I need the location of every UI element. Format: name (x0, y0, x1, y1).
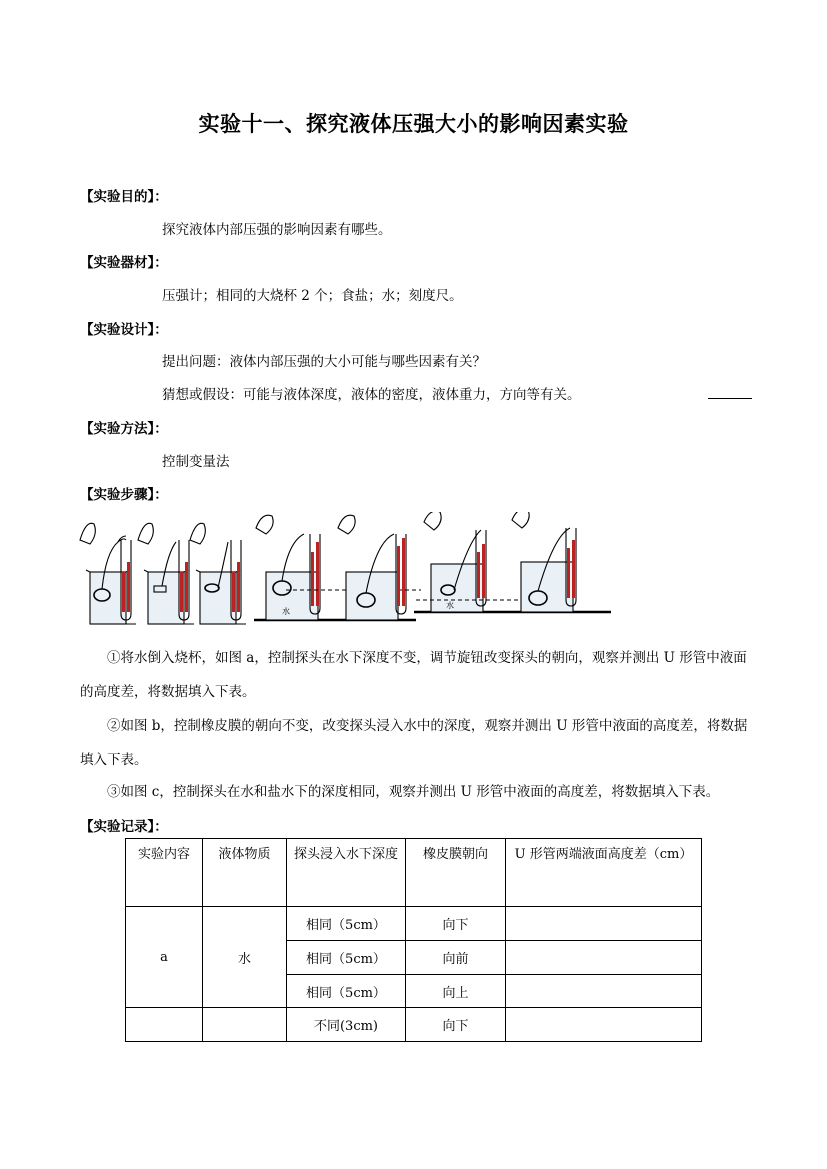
design-question: 提出问题：液体内部压强的大小可能与哪些因素有关？ (162, 354, 486, 370)
table-row (126, 1008, 702, 1042)
fill-blank-line (708, 398, 752, 399)
purpose-text: 探究液体内部压强的影响因素有哪些。 (162, 222, 392, 238)
manometer-b2 (396, 534, 406, 614)
header-height-diff: U 形管两端液面高度差（cm） (506, 839, 702, 907)
materials-heading: 【实验器材】： (80, 255, 168, 271)
table-header-row (126, 839, 702, 907)
cell-direction: 向下 (406, 1008, 506, 1042)
cell-content-a: a (126, 907, 203, 1008)
method-text: 控制变量法 (162, 454, 230, 470)
beaker-c1 (424, 512, 483, 612)
design-heading: 【实验设计】： (80, 322, 168, 338)
water-label-c: 水 (446, 601, 454, 610)
materials-text: 压强计；相同的大烧杯 2 个；食盐；水；刻度尺。 (162, 288, 463, 304)
water-label-b: 水 (282, 607, 290, 616)
steps-heading: 【实验步骤】： (80, 487, 168, 503)
header-liquid: 液体物质 (203, 839, 287, 907)
cell-direction: 向前 (406, 941, 506, 975)
cell-liquid-water: 水 (203, 907, 287, 1008)
cell-height-diff[interactable] (506, 907, 702, 941)
beaker-c2 (512, 512, 573, 612)
cell-direction: 向下 (406, 907, 506, 941)
header-direction: 橡皮膜朝向 (406, 839, 506, 907)
page-title: 实验十一、探究液体压强大小的影响因素实验 (198, 112, 629, 136)
cell-height-diff[interactable] (506, 941, 702, 975)
record-table (125, 838, 702, 1042)
step-1-text: ①将水倒入烧杯，如图 a，控制探头在水下深度不变，调节旋钮改变探头的朝向，观察并测出 U 形管中液面的高度差，将数据填入下表。 (80, 650, 747, 700)
cell-height-diff[interactable] (506, 1008, 702, 1042)
purpose-heading: 【实验目的】： (80, 189, 168, 205)
table-row (126, 907, 702, 941)
design-hypothesis: 猜想或假设：可能与液体深度，液体的密度，液体重力，方向等有关。 (162, 387, 581, 403)
header-content: 实验内容 (126, 839, 203, 907)
cell-depth: 相同（5cm） (287, 975, 406, 1008)
cell-liquid-empty[interactable] (203, 1008, 287, 1042)
beaker-b1 (256, 515, 318, 620)
cell-direction: 向上 (406, 975, 506, 1008)
cell-depth: 相同（5cm） (287, 941, 406, 975)
header-depth: 探头浸入水下深度 (287, 839, 406, 907)
step-3-text: ③如图 c，控制探头在水和盐水下的深度相同，观察并测出 U 形管中液面的高度差，将数据填入下表。 (107, 784, 720, 800)
cell-content-empty[interactable] (126, 1008, 203, 1042)
step-2-text: ②如图 b，控制橡皮膜的朝向不变，改变探头浸入水中的深度，观察并测出 U 形管中液面的高度差，将数据填入下表。 (80, 718, 748, 768)
record-heading: 【实验记录】： (80, 819, 168, 835)
cell-depth: 不同(3cm) (287, 1008, 406, 1042)
cell-height-diff[interactable] (506, 975, 702, 1008)
beaker-b2 (338, 515, 398, 620)
apparatus-figure (76, 512, 616, 630)
cell-depth: 相同（5cm） (287, 907, 406, 941)
method-heading: 【实验方法】： (80, 421, 168, 437)
